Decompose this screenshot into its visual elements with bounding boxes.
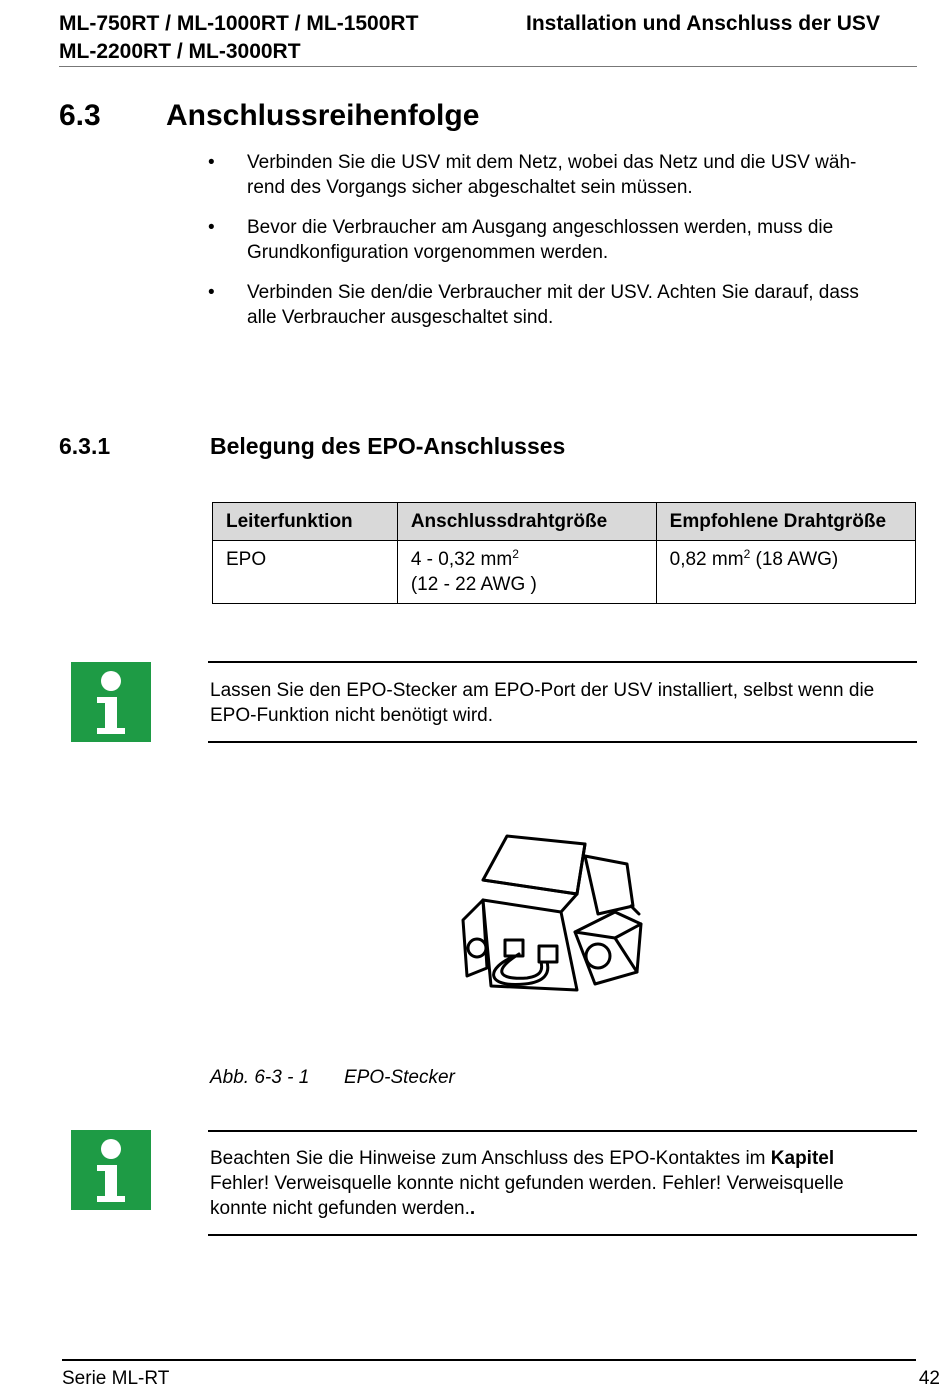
epo-wiring-table bbox=[212, 502, 916, 604]
figure-title: EPO-Stecker bbox=[344, 1067, 455, 1088]
header-models bbox=[59, 10, 418, 66]
recommended-value: 0,82 mm bbox=[669, 549, 744, 570]
bullet-list bbox=[207, 150, 907, 345]
conductor-function: EPO bbox=[226, 549, 267, 570]
wire-size-superscript: 2 bbox=[512, 547, 519, 561]
section-number: 6.3 bbox=[59, 99, 101, 132]
bullet-line: alle Verbraucher ausgeschaltet sind. bbox=[247, 307, 554, 328]
note-bottom-rule bbox=[208, 1234, 917, 1236]
table-row bbox=[213, 541, 916, 604]
info-icon bbox=[71, 1130, 151, 1210]
bullet-item bbox=[207, 215, 907, 265]
recommended-superscript: 2 bbox=[743, 547, 751, 561]
table-cell-recommended bbox=[656, 541, 915, 604]
note-line3-prefix: konnte nicht gefunden werden. bbox=[210, 1198, 470, 1219]
bullet-line: Verbinden Sie den/die Verbraucher mit der USV. Achten Sie darauf, dass bbox=[247, 282, 859, 303]
recommended-awg: (18 AWG) bbox=[750, 549, 839, 570]
table-header-row bbox=[213, 503, 916, 541]
wire-size-value: 4 - 0,32 mm bbox=[410, 549, 513, 570]
epo-connector-figure bbox=[455, 828, 655, 1000]
note-text bbox=[210, 1146, 920, 1221]
figure-caption bbox=[210, 1065, 455, 1090]
note-text bbox=[210, 678, 920, 728]
note-top-rule bbox=[208, 1130, 917, 1132]
header-divider bbox=[59, 66, 917, 67]
bullet-line: Verbinden Sie die USV mit dem Netz, wobei das Netz und die USV wäh- bbox=[247, 152, 857, 173]
table-header-cell: Anschlussdrahtgröße bbox=[397, 503, 656, 541]
note-line3-bold: . bbox=[469, 1198, 476, 1219]
note-line2: Fehler! Verweisquelle konnte nicht gefunden werden. Fehler! Verweisquelle bbox=[210, 1173, 844, 1194]
footer-series: Serie ML-RT bbox=[62, 1368, 170, 1389]
table-header-cell: Empfohlene Drahtgröße bbox=[656, 503, 915, 541]
table-header-cell: Leiterfunktion bbox=[213, 503, 398, 541]
note-line: Lassen Sie den EPO-Stecker am EPO-Port der USV installiert, selbst wenn die bbox=[210, 680, 875, 701]
info-icon bbox=[71, 662, 151, 742]
bullet-item bbox=[207, 280, 907, 330]
note-top-rule bbox=[208, 661, 917, 663]
note-line1-bold: Kapitel bbox=[770, 1148, 835, 1169]
header-models-line1: ML-750RT / ML-1000RT / ML-1500RT bbox=[59, 12, 419, 35]
note-line1-prefix: Beachten Sie die Hinweise zum Anschluss des EPO-Kontaktes im bbox=[210, 1148, 771, 1169]
table-cell-wire-size bbox=[397, 541, 656, 604]
bullet-line: Bevor die Verbraucher am Ausgang angeschlossen werden, muss die bbox=[247, 217, 834, 238]
header-models-line2: ML-2200RT / ML-3000RT bbox=[59, 40, 301, 63]
section-title: Anschlussreihenfolge bbox=[166, 99, 480, 132]
page-number: 42 bbox=[918, 1368, 940, 1389]
table-cell-function bbox=[213, 541, 398, 604]
subsection-number: 6.3.1 bbox=[59, 433, 111, 459]
footer-divider bbox=[62, 1359, 916, 1361]
bullet-item bbox=[207, 150, 907, 200]
figure-number: Abb. 6-3 - 1 bbox=[210, 1067, 310, 1088]
bullet-line: Grundkonfiguration vorgenommen werden. bbox=[247, 242, 609, 263]
bullet-line: rend des Vorgangs sicher abgeschaltet sein müssen. bbox=[247, 177, 693, 198]
note-bottom-rule bbox=[208, 741, 917, 743]
header-chapter-title: Installation und Anschluss der USV bbox=[526, 12, 880, 35]
note-line: EPO-Funktion nicht benötigt wird. bbox=[210, 705, 494, 726]
subsection-title: Belegung des EPO-Anschlusses bbox=[210, 433, 566, 459]
wire-size-awg: (12 - 22 AWG ) bbox=[410, 574, 537, 595]
